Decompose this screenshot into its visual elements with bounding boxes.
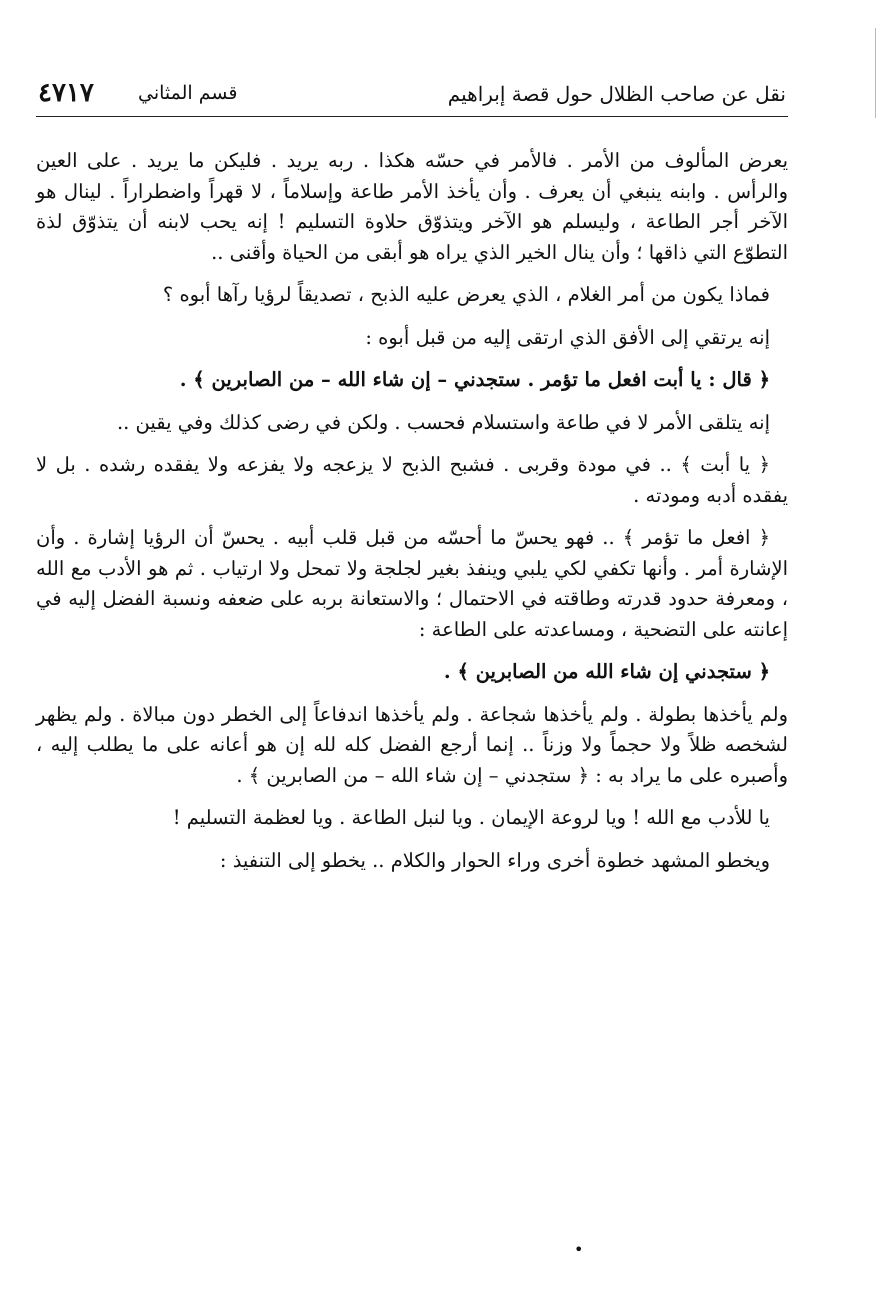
paragraph: ﴿ افعل ما تؤمر ﴾ .. فهو يحسّ ما أحسّه من قبل قلب أبيه . يحسّ أن الرؤيا إشارة . وأن الإشارة أمر . وأنها تكفي لكي يلبي وينفذ بغير لجلجة ولا تمحل ولا ارتياب . ثم هو الأدب مع الله ، ومعرفة حدود قدرته وطاقته في الاحتمال ؛ والاستعانة بربه على ضعفه ونسبة الفضل إليه في إعانته على التضحية ، ومساعدته على الطاعة : (36, 526, 788, 641)
quran-verse: ﴿ قال : يا أبت افعل ما تؤمر . ستجدني – إن شاء الله – من الصابرين ﴾ . (179, 368, 770, 391)
paragraph: إنه يرتقي إلى الأفق الذي ارتقى إليه من قبل أبوه : (365, 325, 770, 349)
footer-mark: • (574, 1240, 584, 1259)
paragraph: فماذا يكون من أمر الغلام ، الذي يعرض عليه الذبح ، تصديقاً لرؤيا رآها أبوه ؟ (162, 283, 770, 306)
header-rule (36, 116, 788, 117)
paragraph: يعرض المألوف من الأمر . فالأمر في حسّه هكذا . ربه يريد . فليكن ما يريد . على العين والرأس . وابنه ينبغي أن يعرف . وأن يأخذ الأمر طاعة وإسلاماً ، لا قهراً واضطراراً . لينال هو الآخر أجر الطاعة ، وليسلم هو الآخر ويتذوّق حلاوة التسليم ! إنه يحب لابنه أن يتذوّق لذة التطوّع التي ذاقها ؛ وأن ينال الخير الذي يراه هو أبقى من الحياة وأقنى .. (36, 149, 788, 264)
paragraph: ويخطو المشهد خطوة أخرى وراء الحوار والكلام .. يخطو إلى التنفيذ : (219, 848, 770, 872)
paragraph: إنه يتلقى الأمر لا في طاعة واستسلام فحسب . ولكن في رضى كذلك وفي يقين .. (116, 410, 770, 434)
paragraph: ولم يأخذها بطولة . ولم يأخذها شجاعة . ولم يأخذها اندفاعاً إلى الخطر دون مبالاة . ولم يظهر لشخصه ظلاً ولا حجماً ولا وزناً .. إنما أرجع الفضل كله لله إن هو أعانه على ما يطلب إليه ، وأصبره على ما يراد به : ﴿ ستجدني – إن شاء الله – من الصابرين ﴾ . (36, 702, 788, 787)
paragraph: ﴿ يا أبت ﴾ .. في مودة وقربى . فشبح الذبح لا يزعجه ولا يفزعه ولا يفقده رشده . بل لا يفقده أدبه ومودته . (36, 453, 788, 507)
quran-verse: ﴿ ستجدني إن شاء الله من الصابرين ﴾ . (443, 660, 770, 683)
paragraph: يا للأدب مع الله ! ويا لروعة الإيمان . ويا لنبل الطاعة . ويا لعظمة التسليم ! (172, 806, 770, 829)
page-number: ٤٧١٧ (38, 78, 94, 108)
section-label: قسم المثاني (138, 82, 238, 104)
page-header (38, 78, 786, 112)
body-text (36, 146, 788, 888)
running-title: نقل عن صاحب الظلال حول قصة إبراهيم (447, 82, 786, 106)
margin-mark (875, 28, 876, 118)
